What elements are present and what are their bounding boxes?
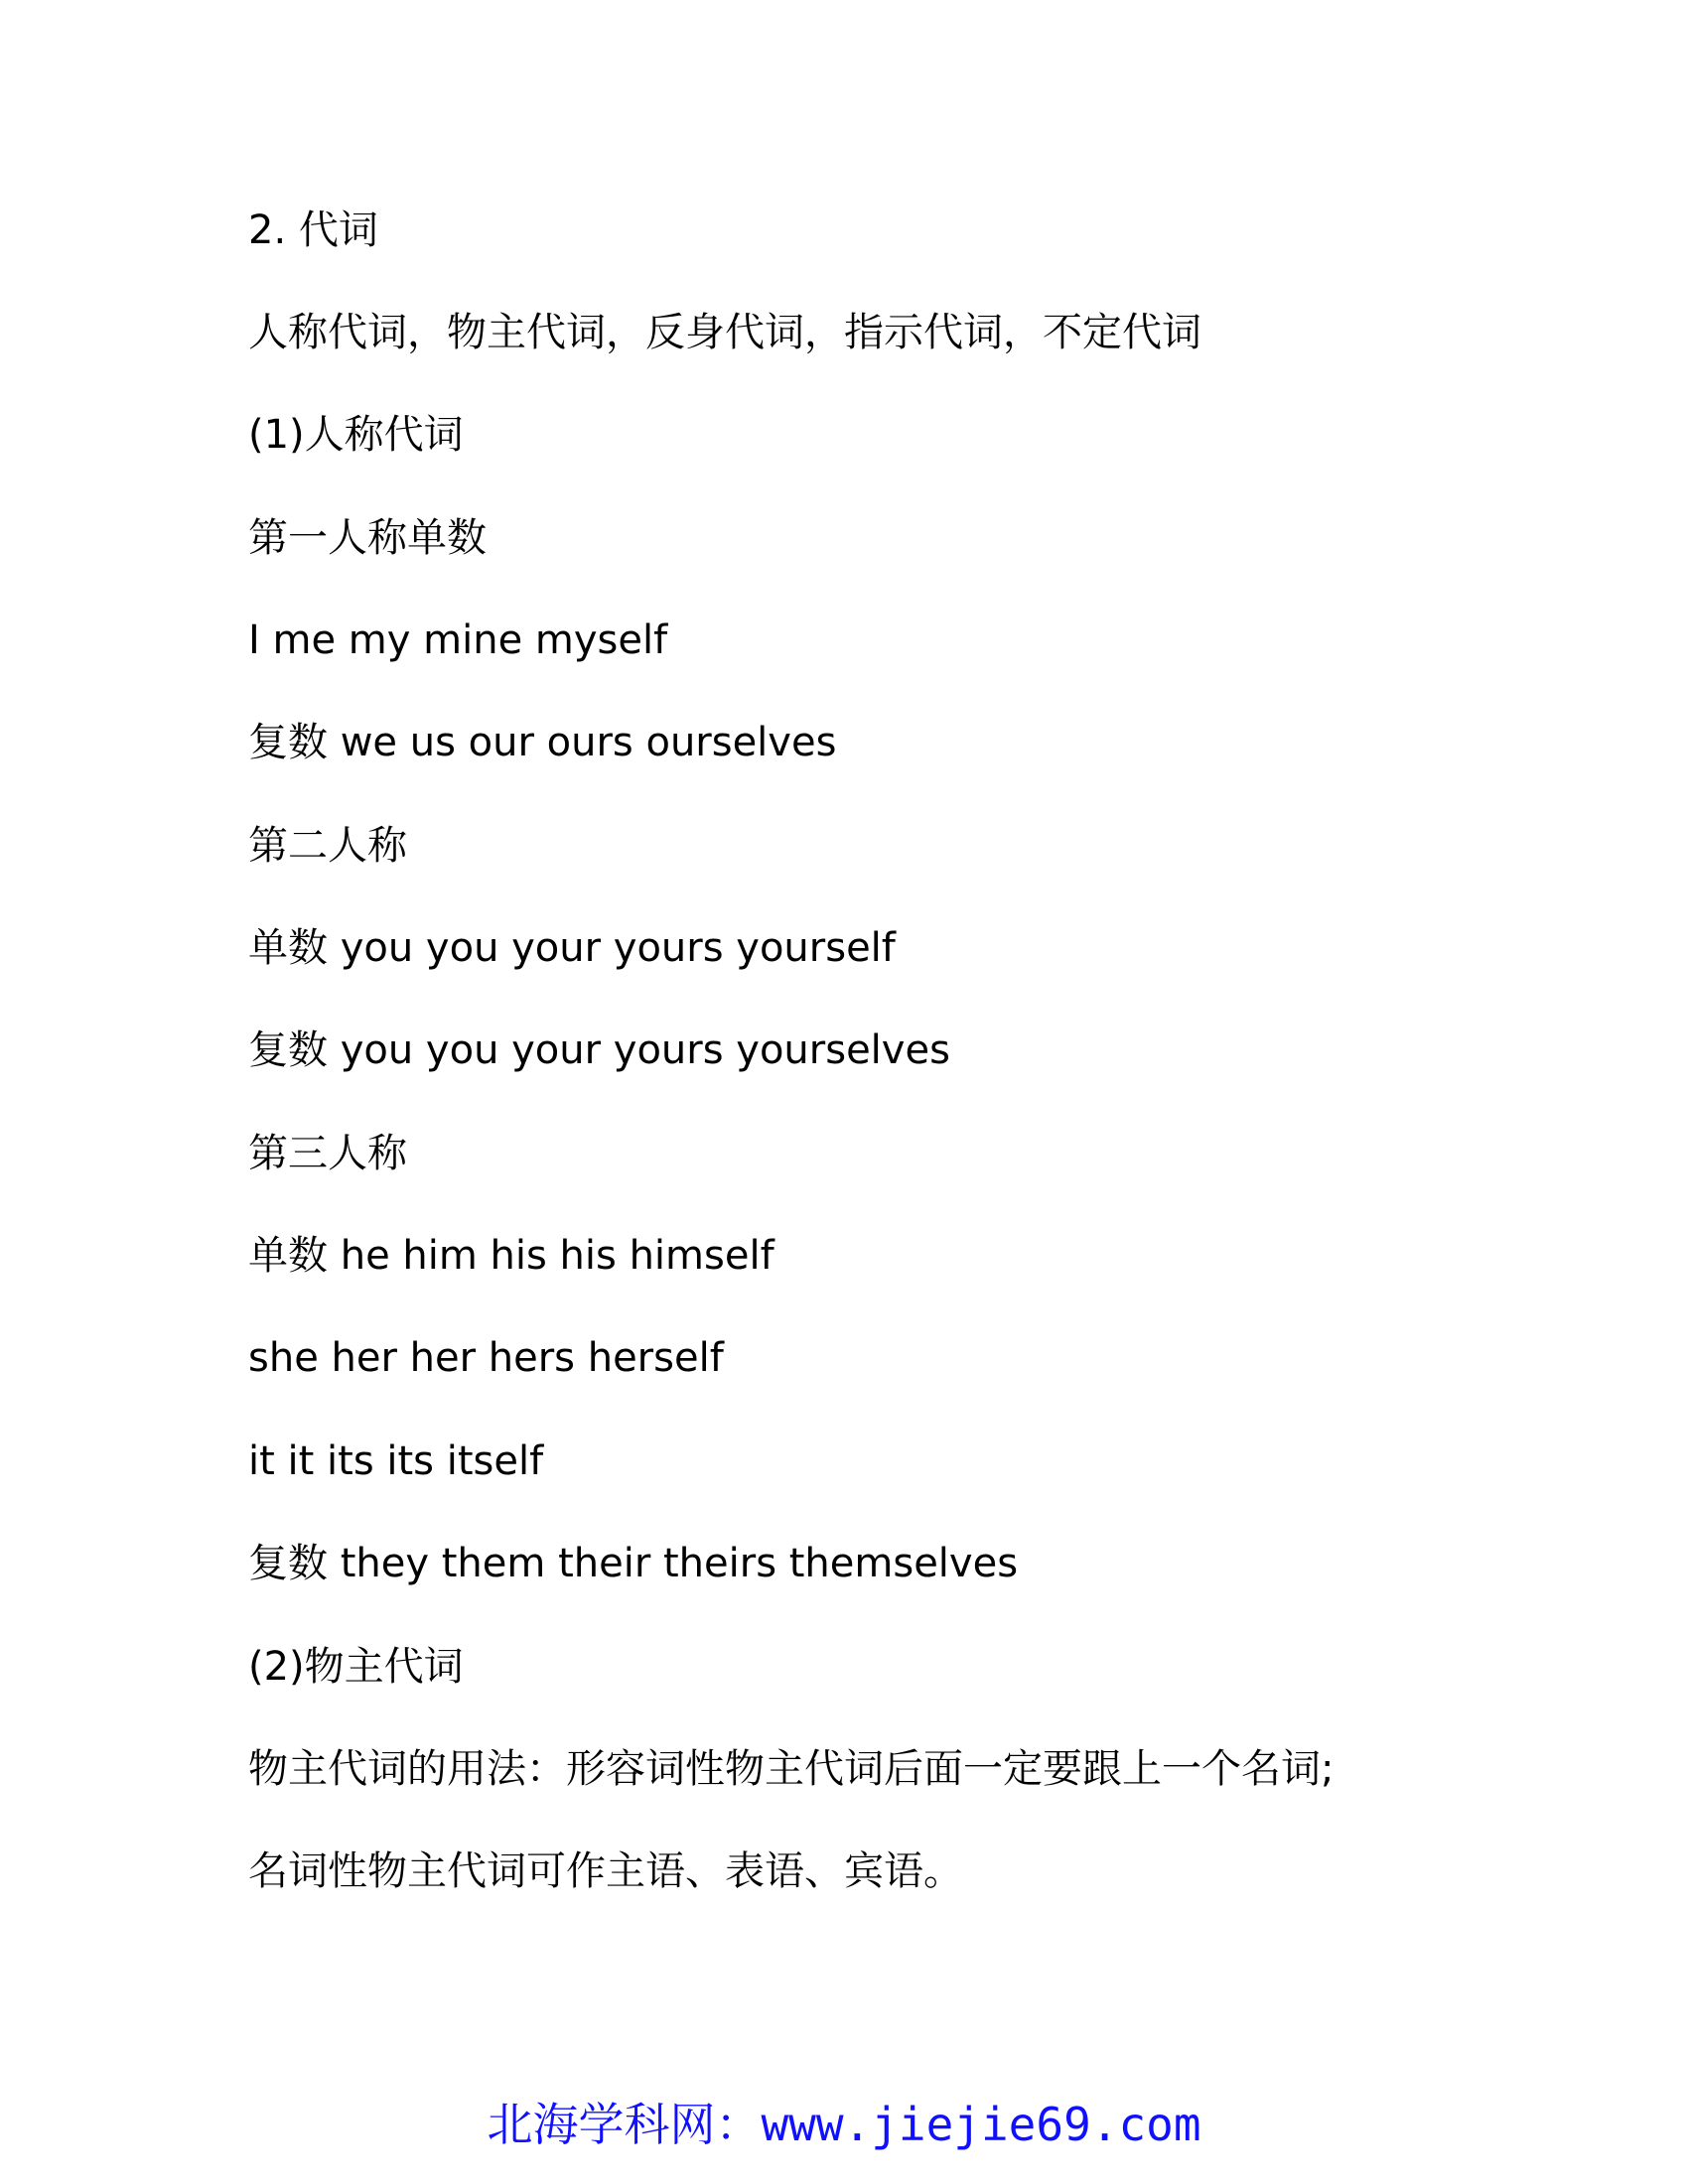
first-person-singular-label: 第一人称单数 [248, 515, 487, 561]
pronoun-types-line: 人称代词，物主代词，反身代词，指示代词，不定代词 [248, 310, 1201, 355]
third-person-singular-she-forms: she her her hers herself [248, 1335, 724, 1381]
section-heading-pronouns: 2. 代词 [248, 207, 378, 253]
possessive-usage-line-2: 名词性物主代词可作主语、表语、宾语。 [248, 1848, 963, 1894]
third-person-plural-forms: 复数 they them their theirs themselves [248, 1541, 1019, 1586]
possessive-usage-line-1: 物主代词的用法：形容词性物主代词后面一定要跟上一个名词; [248, 1746, 1335, 1792]
third-person-label: 第三人称 [248, 1131, 407, 1176]
second-person-label: 第二人称 [248, 823, 407, 869]
footer-watermark-link[interactable]: 北海学科网：www.jiejie69.com [487, 2098, 1201, 2151]
subheading-possessive-pronouns: (2)物主代词 [248, 1644, 464, 1690]
first-person-singular-forms: I me my mine myself [248, 617, 668, 663]
second-person-singular-forms: 单数 you you your yours yourself [248, 925, 896, 971]
second-person-plural-forms: 复数 you you your yours yourselves [248, 1027, 950, 1073]
third-person-singular-it-forms: it it its its itself [248, 1438, 544, 1484]
first-person-plural-forms: 复数 we us our ours ourselves [248, 720, 837, 765]
third-person-singular-he-forms: 单数 he him his his himself [248, 1233, 774, 1279]
subheading-personal-pronouns: (1)人称代词 [248, 412, 464, 458]
